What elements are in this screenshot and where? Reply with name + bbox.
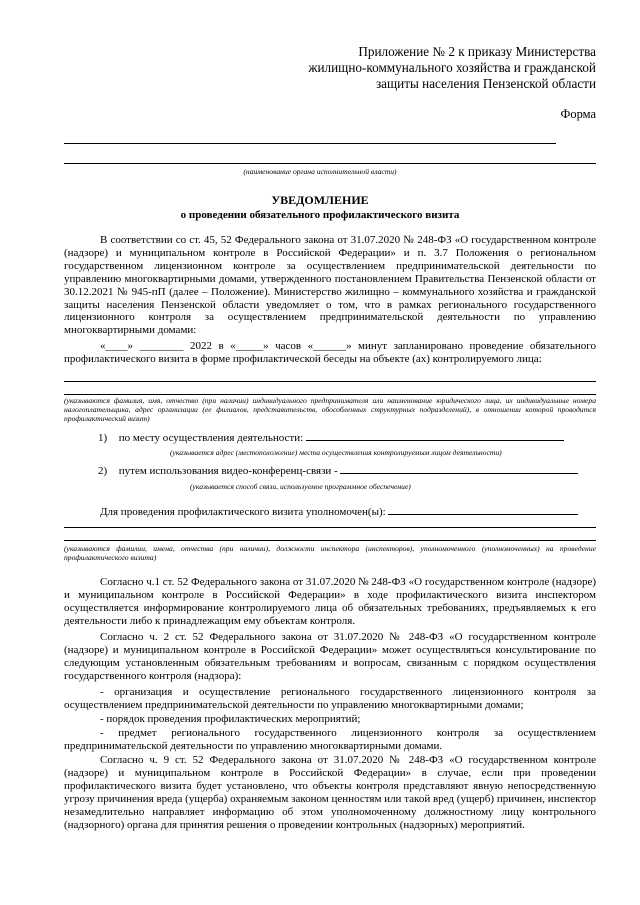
videoconference-field[interactable] — [340, 473, 578, 474]
inspector-line-1 — [64, 527, 596, 528]
form-label: Форма — [560, 107, 596, 121]
authority-caption: (наименование органа исполнительной власти) — [243, 167, 397, 176]
option-videoconference — [98, 465, 578, 477]
option-1-caption: (указывается адрес (местоположение) места осуществления контролируемым лицом деятельности) — [170, 448, 502, 457]
notice-title: УВЕДОМЛЕНИЕ — [271, 193, 369, 207]
option-1-label: по месту осуществления деятельности: — [118, 432, 304, 444]
annex-line-1: Приложение № 2 к приказу Министерства — [358, 44, 596, 59]
option-location — [98, 432, 564, 444]
inspector-label: Для проведения профилактического визита уполномочен(ы): — [100, 506, 386, 518]
inspector-line-2 — [64, 540, 596, 541]
option-2-label: путем использования видео-конференц-связи - — [118, 465, 338, 477]
intro-paragraph: В соответствии со ст. 45, 52 Федерального закона от 31.07.2020 № 248-ФЗ «О государственном контроле (надзоре) и муниципальном контроле в Российской Федерации» и п. 3.7 Положения о региональном государственном лицензионном контроле за осуществлением предпринимательской деятельности по управлению многоквартирными домами, утвержденного постановлением Правительства Пензенской области от 30.12.2021 № 945-пП (далее – Положение). Министерство жилищно – коммунального хозяйства и гражданской защиты населения Пензенской области уведомляет о том, что в рамках регионального государственного лицензионного контроля за осуществлением предпринимательской деятельности по управлению многоквартирными домами: — [64, 234, 596, 337]
annex-line-3: защиты населения Пензенской области — [375, 76, 596, 91]
inspector-row — [100, 506, 578, 518]
date-paragraph: «____» ________ 2022 в «_____» часов «______» минут запланировано проведение обязательного профилактического визита в форме профилактической беседы на объекте (ах) контролируемого лица: — [64, 340, 596, 365]
option-2-caption: (указывается способ связи, используемое программное обеспечение) — [190, 482, 411, 491]
bullet-subject: - предмет регионального государственного лицензионного контроля за осуществлением предпринимательской деятельности по управлению многоквартирными домами. — [64, 727, 596, 752]
subject-caption: (указываются фамилия, имя, отчество (при наличии) индивидуального предпринимателя или наименование юридического лица, их индивидуальные номера налогоплательщика, адрес организации (ее филиалов, представительств, обособленных структурных подразделений), в отношении которой проводится профилактический визит) — [64, 396, 596, 423]
authority-line-1 — [64, 143, 556, 144]
option-1-number: 1) — [98, 432, 108, 444]
inspector-caption: (указываются фамилии, имена, отчества (при наличии), должности инспектора (инспекторов), уполномоченного (уполномоченных) на проведение профилактического визита) — [64, 544, 596, 562]
inspector-field[interactable] — [388, 514, 578, 515]
option-2-number: 2) — [98, 465, 108, 477]
subject-line-2 — [64, 394, 596, 395]
authority-line-2 — [64, 163, 596, 164]
location-field[interactable] — [306, 440, 564, 441]
bullet-organization: - организация и осуществление регионального государственного лицензионного контроля за осуществлением предпринимательской деятельности по управлению многоквартирными домами; — [64, 686, 596, 711]
bullet-procedure: - порядок проведения профилактических мероприятий; — [100, 713, 361, 725]
notice-subtitle: о проведении обязательного профилактического визита — [180, 209, 460, 221]
annex-header — [308, 44, 596, 92]
annex-line-2: жилищно-коммунального хозяйства и гражданской — [308, 60, 596, 75]
paragraph-part-9: Согласно ч. 9 ст. 52 Федерального закона от 31.07.2020 № 248-ФЗ «О государственном контроле (надзоре) и муниципальном контроле в Российской Федерации» в случае, если при проведении профилактического визита будет установлено, что объекты контроля представляют явную непосредственную угрозу причинения вреда (ущерба) охраняемым законом ценностям или такой вред (ущерб) причинен, инспектор незамедлительно направляет информацию об этом уполномоченному должностному лицу контрольного (надзорного) органа для принятия решения о проведении контрольных (надзорных) мероприятий. — [64, 754, 596, 831]
paragraph-part-2: Согласно ч. 2 ст. 52 Федерального закона от 31.07.2020 № 248-ФЗ «О государственном контроле (надзоре) и муниципальном контроле в Российской Федерации» может осуществляться консультирование по следующим установленным обязательным требованиям и вопросам, связанным с порядком осуществления государственного контроля (надзора): — [64, 631, 596, 682]
subject-line-1 — [64, 381, 596, 382]
paragraph-part-1: Согласно ч.1 ст. 52 Федерального закона от 31.07.2020 № 248-ФЗ «О государственном контроле (надзоре) и муниципальном контроле в Российской Федерации» в ходе профилактического визита инспектором осуществляется информирование контролируемого лица об обязательных требованиях, предъявляемых к его деятельности либо к принадлежащим ему объектам контроля. — [64, 576, 596, 627]
